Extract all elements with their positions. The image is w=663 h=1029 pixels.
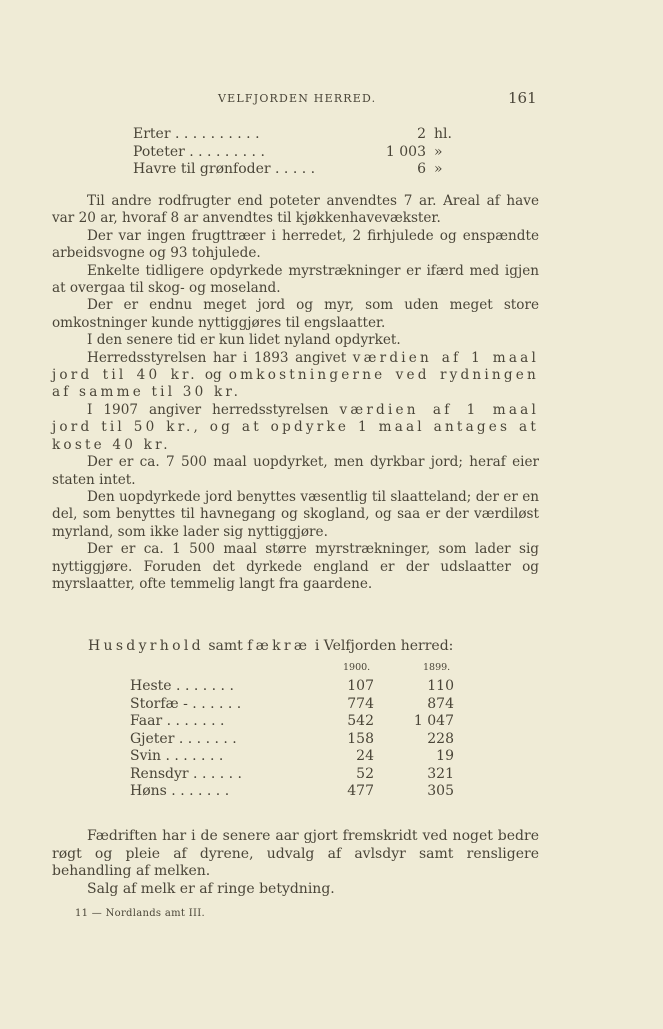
value-1899: 321 <box>427 765 454 782</box>
paragraph <box>52 489 539 541</box>
livestock-table <box>88 638 508 801</box>
crop-unit: » <box>434 161 443 177</box>
livestock-row <box>88 783 508 801</box>
livestock-heading <box>88 638 508 654</box>
livestock-row <box>88 696 508 714</box>
livestock-rows <box>88 678 508 801</box>
animal-name: Storfæ - . . . . . . <box>130 695 242 712</box>
footnote: 11 — Nordlands amt III. <box>75 908 205 919</box>
text-segment: Der var ingen frugttræer i herredet, 2 firhjulede og enspændte arbeidsvogne og 93 tohjulede. <box>52 227 539 262</box>
crop-name: Poteter . . . . . . . . . <box>133 143 265 160</box>
text-segment: Der er ca. 7 500 maal uopdyrket, men dyrkbar jord; heraf eier staten intet. <box>52 454 539 488</box>
running-head <box>0 89 663 108</box>
value-1900: 774 <box>347 695 374 712</box>
crop-table <box>133 126 463 179</box>
spaced-text: værdien af 1 maal jord til 40 kr. <box>52 349 540 384</box>
paragraph <box>52 263 539 298</box>
value-1900: 24 <box>356 748 374 764</box>
closing-text <box>52 828 539 898</box>
crop-row <box>133 161 463 179</box>
text-segment: Den uopdyrkede jord benyttes væsentlig til slaatteland; der er en del, som benyttes til havnegang og skogland, og saa er der værdiløst myrland, som ikke lader sig nyttiggjøre. <box>52 488 539 540</box>
text-segment: og <box>197 367 229 384</box>
livestock-heading-part1: Husdyrhold <box>88 638 204 654</box>
closing-paragraph: Fædriften har i de senere aar gjort fremskridt ved noget bedre røgt og pleie af dyrene, udvalg af avlsdyr samt rensligere behandling af melken. <box>52 828 539 880</box>
text-segment: I den senere tid er kun lidet nyland opdyrket. <box>87 332 401 349</box>
paragraph <box>52 332 539 349</box>
animal-name: Heste . . . . . . . <box>130 678 234 694</box>
crop-value: 2 <box>417 126 426 142</box>
livestock-row <box>88 731 508 749</box>
paragraph <box>52 350 539 402</box>
livestock-row <box>88 766 508 784</box>
paragraph <box>52 193 539 228</box>
livestock-heading-part4: i Velfjorden herred: <box>314 638 454 654</box>
livestock-row <box>88 713 508 731</box>
body-text <box>52 193 539 593</box>
text-segment: Enkelte tidligere opdyrkede myrstrækninger er ifærd med igjen at overgaa til skog- og moseland. <box>52 262 539 297</box>
value-1899: 110 <box>427 678 454 694</box>
paragraph <box>52 454 539 489</box>
crop-value: 1 003 <box>385 143 426 160</box>
crop-value: 6 <box>417 161 426 177</box>
value-1900: 52 <box>356 765 374 782</box>
closing-paragraph: Salg af melk er af ringe betydning. <box>87 880 335 897</box>
value-1900: 107 <box>347 678 374 694</box>
livestock-heading-part3: fækræ <box>247 638 311 654</box>
value-1899: 305 <box>427 783 454 799</box>
page-number: 161 <box>508 89 537 107</box>
spaced-text: værdien af 1 maal jord til 50 kr., og at opdyrke 1 maal antages at koste 40 kr. <box>52 401 540 453</box>
year-1899-label: 1899. <box>423 662 451 673</box>
text-segment: Der er ca. 1 500 maal større myrstrækninger, som lader sig nyttiggjøre. Foruden det dyrkede england er der udslaatter og myrslaatter, ofte temmelig langt fra gaardene. <box>52 541 539 592</box>
crop-row <box>133 144 463 162</box>
animal-name: Faar . . . . . . . <box>130 713 225 729</box>
paragraph <box>52 228 539 263</box>
running-title: VELFJORDEN HERRED. <box>218 92 377 105</box>
paragraph <box>52 541 539 593</box>
value-1900: 542 <box>347 713 374 729</box>
paragraph <box>52 297 539 332</box>
value-1899: 228 <box>427 730 454 747</box>
text-segment: I 1907 angiver herredsstyrelsen <box>87 401 340 418</box>
livestock-year-header <box>88 662 508 678</box>
value-1899: 1 047 <box>413 713 454 729</box>
spaced-text: omkostningerne ved rydningen af samme til 30 kr. <box>52 367 539 401</box>
value-1899: 19 <box>436 748 454 764</box>
crop-unit: » <box>434 143 443 160</box>
livestock-heading-part2: samt <box>208 638 243 654</box>
text-segment: Der er endnu meget jord og myr, som uden meget store omkostninger kunde nyttiggjøres til engslaatter. <box>52 297 539 331</box>
year-1900-label: 1900. <box>343 662 371 673</box>
crop-name: Erter . . . . . . . . . . <box>133 126 260 142</box>
animal-name: Rensdyr . . . . . . <box>130 765 242 782</box>
livestock-row <box>88 678 508 696</box>
value-1899: 874 <box>427 695 454 712</box>
value-1900: 158 <box>347 730 374 747</box>
text-segment: Til andre rodfrugter end poteter anvendtes 7 ar. Areal af have var 20 ar, hvoraf 8 ar anvendtes til kjøkkenhavevækster. <box>52 193 539 227</box>
livestock-row <box>88 748 508 766</box>
crop-row <box>133 126 463 144</box>
animal-name: Svin . . . . . . . <box>130 748 224 764</box>
value-1900: 477 <box>347 783 374 799</box>
paragraph <box>52 402 539 454</box>
animal-name: Gjeter . . . . . . . <box>130 730 237 747</box>
crop-name: Havre til grønfoder . . . . . <box>133 161 316 177</box>
text-segment: Herredsstyrelsen har i 1893 angivet <box>87 349 353 366</box>
crop-unit: hl. <box>434 126 452 142</box>
animal-name: Høns . . . . . . . <box>130 783 230 799</box>
